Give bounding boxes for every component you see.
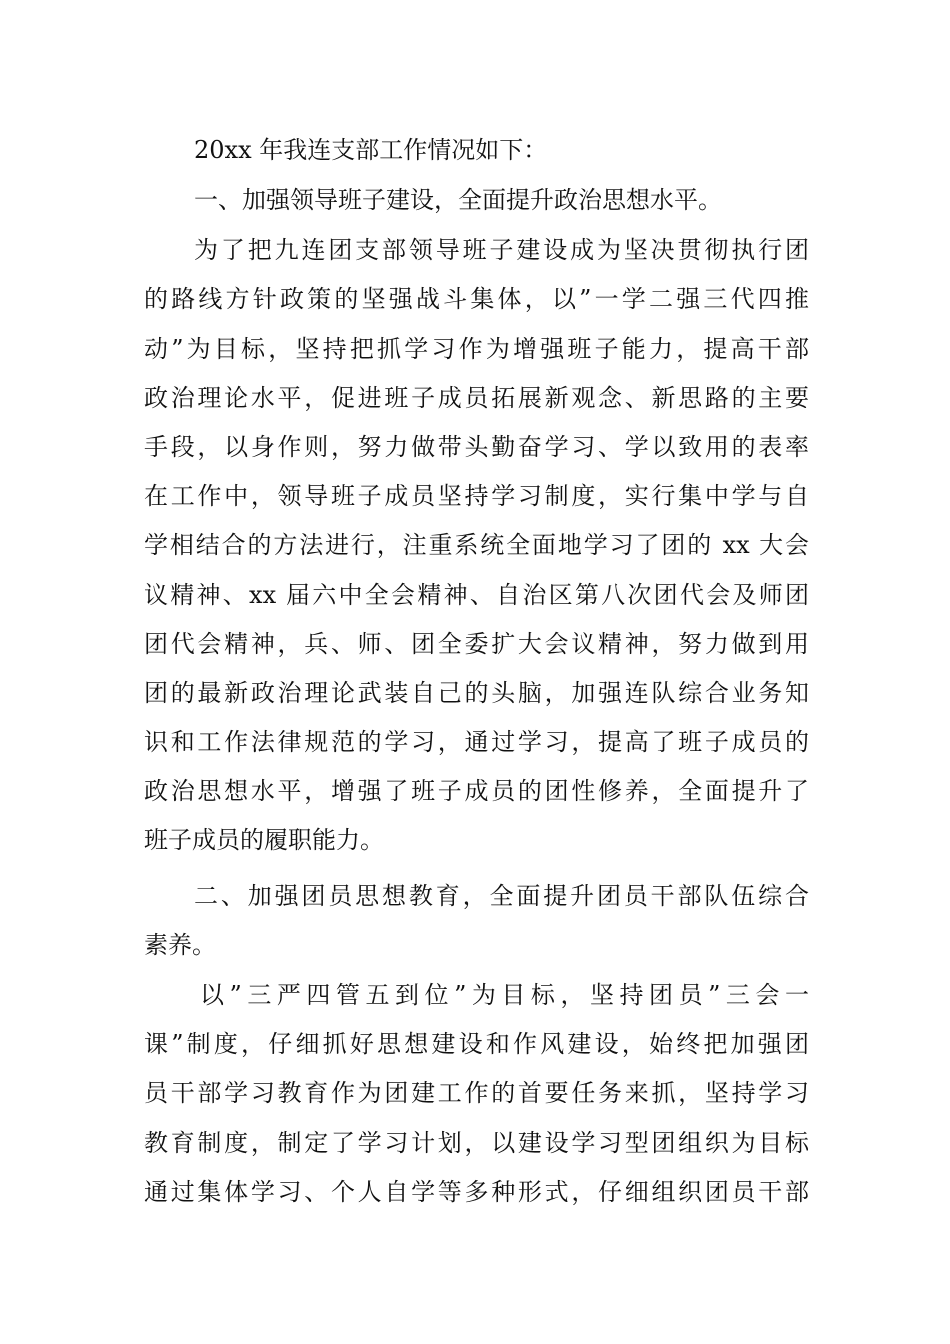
text-line: 教育制度，制定了学习计划，以建设学习型团组织为目标 <box>144 1129 809 1157</box>
text-line: 议精神、xx 届六中全会精神、自治区第八次团代会及师团 <box>144 581 809 609</box>
text-line: 手段，以身作则，努力做带头勤奋学习、学以致用的表率 <box>144 433 809 461</box>
text-line: 动”为目标，坚持把抓学习作为增强班子能力，提高干部 <box>144 335 809 363</box>
text-line: 政治思想水平，增强了班子成员的团性修养，全面提升了 <box>144 777 809 805</box>
text-line: 20xx 年我连支部工作情况如下： <box>194 136 548 164</box>
text-line: 以”三严四管五到位”为目标，坚持团员”三会一 <box>200 981 809 1009</box>
text-line: 识和工作法律规范的学习，通过学习，提高了班子成员的 <box>144 728 809 756</box>
text-line: 为了把九连团支部领导班子建设成为坚决贯彻执行团 <box>194 236 809 264</box>
section-heading-continued: 素养。 <box>144 931 216 959</box>
text-line: 的路线方针政策的坚强战斗集体，以”一学二强三代四推 <box>144 285 809 313</box>
text-line: 班子成员的履职能力。 <box>144 826 384 854</box>
text-line: 课”制度，仔细抓好思想建设和作风建设，始终把加强团 <box>144 1030 809 1058</box>
text-line: 政治理论水平，促进班子成员拓展新观念、新思路的主要 <box>144 384 809 412</box>
text-line: 团的最新政治理论武装自己的头脑，加强连队综合业务知 <box>144 679 809 707</box>
text-line: 在工作中，领导班子成员坚持学习制度，实行集中学与自 <box>144 482 809 510</box>
section-heading: 二、加强团员思想教育，全面提升团员干部队伍综合 <box>194 882 809 910</box>
text-line: 学相结合的方法进行，注重系统全面地学习了团的 xx 大会 <box>144 531 809 559</box>
text-line: 通过集体学习、个人自学等多种形式，仔细组织团员干部 <box>144 1178 809 1206</box>
text-line: 员干部学习教育作为团建工作的首要任务来抓，坚持学习 <box>144 1079 809 1107</box>
section-heading: 一、加强领导班子建设，全面提升政治思想水平。 <box>194 186 722 214</box>
text-line: 团代会精神，兵、师、团全委扩大会议精神，努力做到用 <box>144 630 809 658</box>
